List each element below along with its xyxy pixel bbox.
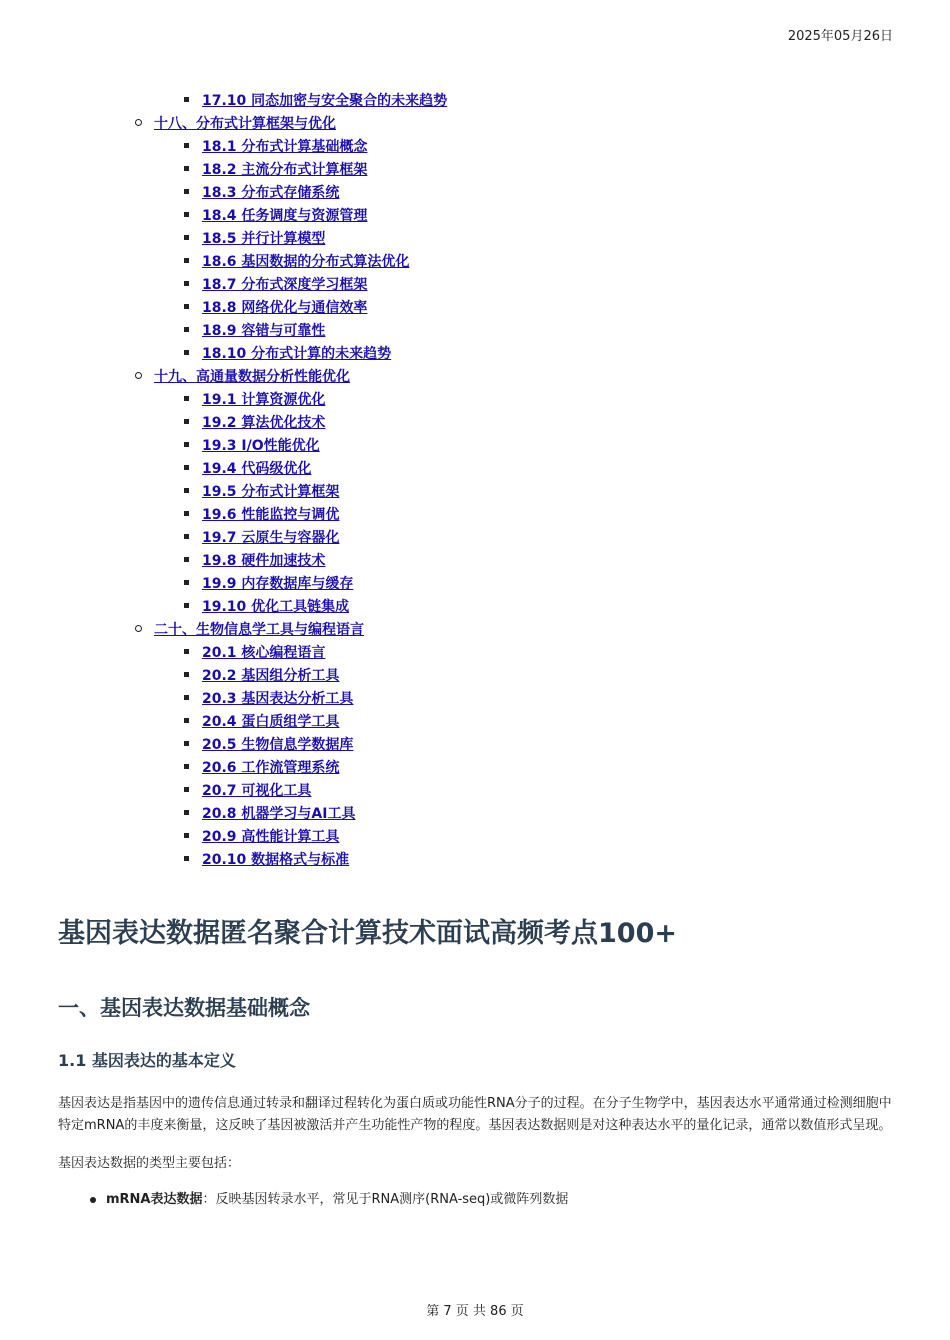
- toc-link[interactable]: 18.8 网络优化与通信效率: [202, 300, 368, 316]
- toc-subsection-item: [132, 295, 447, 318]
- toc-link[interactable]: 20.8 机器学习与AI工具: [202, 806, 356, 822]
- toc-link[interactable]: 19.9 内存数据库与缓存: [202, 576, 354, 592]
- list-item: [58, 1189, 892, 1211]
- toc-link[interactable]: 20.4 蛋白质组学工具: [202, 714, 340, 730]
- toc-link[interactable]: 18.10 分布式计算的未来趋势: [202, 346, 392, 362]
- toc-link[interactable]: 18.2 主流分布式计算框架: [202, 162, 368, 178]
- toc-link[interactable]: 20.5 生物信息学数据库: [202, 737, 354, 753]
- toc-subsection-item: [132, 249, 447, 272]
- toc-link[interactable]: 19.1 计算资源优化: [202, 392, 326, 408]
- toc-link[interactable]: 19.4 代码级优化: [202, 461, 312, 477]
- toc-link[interactable]: 20.2 基因组分析工具: [202, 668, 340, 684]
- bullet-list: [58, 1189, 892, 1211]
- toc-link[interactable]: 19.5 分布式计算框架: [202, 484, 340, 500]
- toc-subsection-item: [132, 663, 447, 686]
- toc-section-item: [132, 617, 447, 640]
- toc-subsection-item: [132, 801, 447, 824]
- toc-link[interactable]: 19.7 云原生与容器化: [202, 530, 340, 546]
- toc-subsection-item: [132, 594, 447, 617]
- toc-subsection-item: [132, 571, 447, 594]
- toc-subsection-item: [132, 410, 447, 433]
- toc-subsection-item: [132, 755, 447, 778]
- toc-link[interactable]: 18.9 容错与可靠性: [202, 323, 326, 339]
- toc-subsection-item: [132, 157, 447, 180]
- main-content: [58, 912, 892, 1211]
- body-paragraph: 基因表达是指基因中的遗传信息通过转录和翻译过程转化为蛋白质或功能性RNA分子的过程。在分子生物学中，基因表达水平通常通过检测细胞中特定mRNA的丰度来衡量，这反映了基因被激活并产生功能性产物的程度。基因表达数据则是对这种表达水平的量化记录，通常以数值形式呈现。: [58, 1096, 892, 1133]
- toc-link[interactable]: 17.10 同态加密与安全聚合的未来趋势: [202, 93, 448, 109]
- toc-link[interactable]: 20.1 核心编程语言: [202, 645, 326, 661]
- toc-link[interactable]: 20.6 工作流管理系统: [202, 760, 340, 776]
- toc-link[interactable]: 十九、高通量数据分析性能优化: [154, 369, 350, 385]
- section-heading: 一、基因表达数据基础概念: [58, 996, 310, 1020]
- toc-subsection-item: [132, 824, 447, 847]
- toc-subsection-item: [132, 709, 447, 732]
- body-paragraph: 基因表达数据的类型主要包括：: [58, 1156, 241, 1171]
- toc-subsection-item: [132, 847, 447, 870]
- toc-link[interactable]: 十八、分布式计算框架与优化: [154, 116, 336, 132]
- toc-subsection-item: [132, 686, 447, 709]
- toc-subsection-item: [132, 134, 447, 157]
- list-item-term: mRNA表达数据: [106, 1192, 203, 1207]
- toc-subsection-item: [132, 272, 447, 295]
- toc-link[interactable]: 19.2 算法优化技术: [202, 415, 326, 431]
- subsection-heading: 1.1 基因表达的基本定义: [58, 1051, 236, 1070]
- page-date: 2025年05月26日: [787, 29, 893, 44]
- toc-subsection-item: [132, 778, 447, 801]
- toc-section-item: [132, 364, 447, 387]
- toc-subsection-item: [132, 433, 447, 456]
- toc-link[interactable]: 18.7 分布式深度学习框架: [202, 277, 368, 293]
- toc-subsection-item: [132, 88, 447, 111]
- toc-link[interactable]: 18.3 分布式存储系统: [202, 185, 340, 201]
- toc-link[interactable]: 19.8 硬件加速技术: [202, 553, 326, 569]
- toc-subsection-item: [132, 318, 447, 341]
- toc-section-item: [132, 111, 447, 134]
- toc-subsection-item: [132, 226, 447, 249]
- list-item-description: ：反映基因转录水平，常见于RNA测序(RNA-seq)或微阵列数据: [202, 1192, 569, 1207]
- toc-link[interactable]: 20.10 数据格式与标准: [202, 852, 350, 868]
- toc-link[interactable]: 19.3 I/O性能优化: [202, 438, 320, 454]
- table-of-contents: [132, 88, 447, 870]
- toc-link[interactable]: 18.6 基因数据的分布式算法优化: [202, 254, 410, 270]
- toc-link[interactable]: 20.9 高性能计算工具: [202, 829, 340, 845]
- toc-subsection-item: [132, 180, 447, 203]
- toc-link[interactable]: 20.3 基因表达分析工具: [202, 691, 354, 707]
- toc-link[interactable]: 19.10 优化工具链集成: [202, 599, 350, 615]
- page-number: 第 7 页 共 86 页: [426, 1304, 524, 1319]
- toc-subsection-item: [132, 525, 447, 548]
- toc-link[interactable]: 20.7 可视化工具: [202, 783, 312, 799]
- toc-link[interactable]: 二十、生物信息学工具与编程语言: [154, 622, 364, 638]
- toc-subsection-item: [132, 387, 447, 410]
- toc-subsection-item: [132, 732, 447, 755]
- toc-link[interactable]: 19.6 性能监控与调优: [202, 507, 340, 523]
- toc-link[interactable]: 18.5 并行计算模型: [202, 231, 326, 247]
- toc-link[interactable]: 18.1 分布式计算基础概念: [202, 139, 368, 155]
- document-title: 基因表达数据匿名聚合计算技术面试高频考点100+: [58, 918, 677, 949]
- toc-subsection-item: [132, 456, 447, 479]
- toc-subsection-item: [132, 548, 447, 571]
- toc-subsection-item: [132, 502, 447, 525]
- toc-link[interactable]: 18.4 任务调度与资源管理: [202, 208, 368, 224]
- toc-subsection-item: [132, 203, 447, 226]
- toc-subsection-item: [132, 640, 447, 663]
- toc-subsection-item: [132, 479, 447, 502]
- toc-subsection-item: [132, 341, 447, 364]
